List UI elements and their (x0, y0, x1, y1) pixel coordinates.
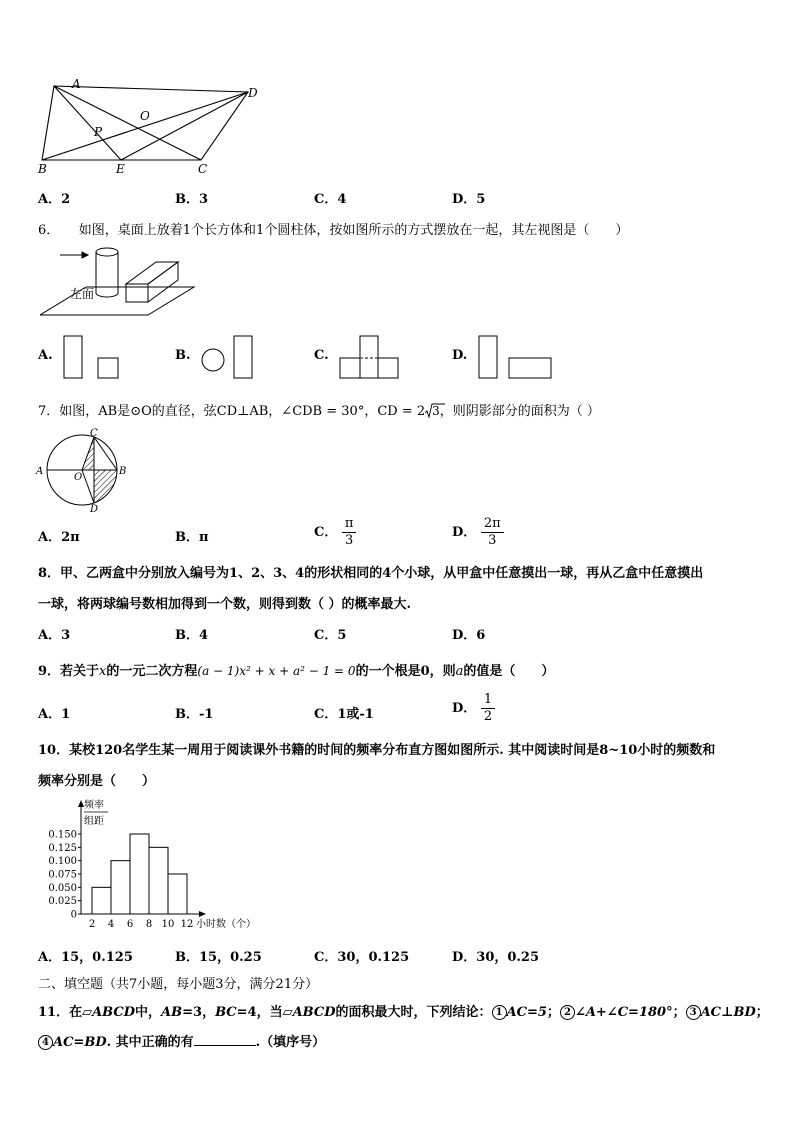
q11-c4: AC=BD (53, 1035, 107, 1050)
hist-x-tick-label-5: 12 (180, 919, 194, 930)
q8-stem-line1: 8．甲、乙两盒中分别放入编号为1、2、3、4的形状相同的4个小球，从甲盒中任意摸出一球，再从乙盒中任意摸出 (38, 566, 704, 581)
hist-y-tick-label-2: 0.050 (48, 882, 77, 894)
q6-option-a-letter[interactable]: A. (38, 348, 53, 363)
q9-option-d-fraction (481, 692, 495, 725)
q11-line1 (38, 1001, 769, 1020)
q5-label-d: D (248, 86, 258, 100)
q7-option-c-letter: C． (314, 525, 338, 540)
q7-option-b[interactable]: B．π (175, 530, 209, 545)
q6-option-c-letter[interactable]: C. (314, 348, 329, 363)
hist-x-arrow (199, 911, 206, 917)
q5-label-o: O (140, 109, 150, 123)
hist-x-tick-label-4: 10 (161, 919, 175, 930)
q6-stem: 6． 如图，桌面上放着1个长方体和1个圆柱体，按如图所示的方式摆放在一起，其左视图是（ ） (38, 223, 629, 238)
hist-bar-0 (92, 887, 111, 914)
q8-option-b[interactable]: B．4 (175, 628, 209, 643)
q11-l1a: 11．在▱ (38, 1005, 93, 1020)
q5-parallelogram-figure (34, 76, 264, 178)
hist-y-tick-label-4: 0.100 (48, 856, 77, 868)
q7-option-c-num: π (342, 516, 357, 533)
q10-option-b[interactable]: B．15，0.25 (175, 950, 262, 965)
hist-xlabel: 小时数（个） (196, 919, 256, 930)
q11-answer-blank[interactable] (194, 1033, 256, 1046)
q11-abcd1: ABCD (92, 1005, 136, 1020)
q7-circle-figure (34, 428, 130, 514)
q11-sep3: ； (755, 1005, 769, 1020)
q7-option-d[interactable] (452, 516, 504, 549)
q11-l1c: 的面积最大时，下列结论： (335, 1005, 492, 1020)
hist-y-tick-label-5: 0.125 (48, 842, 77, 854)
q6-option-a-figure[interactable] (62, 334, 122, 382)
q11-sep1: ； (546, 1005, 560, 1020)
q11-cond1: AB (161, 1005, 183, 1020)
hist-x-tick-label-3: 8 (145, 919, 153, 930)
q11-sep2: ； (672, 1005, 686, 1020)
q5-label-b: B (38, 162, 47, 176)
hist-y-tick-label-0: 0 (70, 909, 77, 921)
q7-stem-b: ，则阴影部分的面积为（ ） (439, 404, 600, 419)
q10-stem-line1: 10．某校120名学生某一周用于阅读课外书籍的时间的频率分布直方图如图所示. 其中阅读时间是8~10小时的频数和 (38, 743, 716, 758)
q7-option-c[interactable] (314, 516, 356, 549)
q11-circled-2: 2 (560, 1005, 575, 1020)
q7-label-d: D (90, 504, 99, 514)
q9-option-d-letter: D． (452, 701, 477, 716)
q10-option-d[interactable]: D．30，0.25 (452, 950, 540, 965)
q10-stem-line2: 频率分别是（ ） (38, 774, 156, 789)
q7-option-c-den: 3 (345, 533, 354, 548)
q11-abcd2: ABCD (292, 1005, 336, 1020)
q6-option-b-letter[interactable]: B. (175, 348, 191, 363)
section2-title: 二、填空题（共7小题，每小题3分，满分21分） (38, 977, 319, 992)
q7-option-a[interactable]: A．2π (38, 530, 80, 545)
hist-bar-3 (149, 847, 168, 914)
q5-option-c[interactable]: C．4 (314, 192, 347, 207)
q5-option-d[interactable]: D．5 (452, 192, 486, 207)
q11-c3: AC⊥BD (700, 1005, 756, 1020)
q7-label-c: C (90, 428, 98, 439)
hist-x-tick-label-0: 2 (88, 919, 96, 930)
q9-stem (38, 660, 554, 679)
q11-cond1v: =3， (182, 1005, 216, 1020)
q11-cond2v: =4，当▱ (236, 1005, 293, 1020)
q5-label-c: C (198, 162, 208, 176)
hist-x-tick-label-2: 6 (126, 919, 134, 930)
hist-ylabel-bottom: 组距 (84, 816, 104, 827)
q7-stem (38, 400, 600, 419)
hist-bar-2 (130, 834, 149, 914)
q9-var-a: a (455, 664, 464, 679)
q7-sqrt (425, 404, 440, 418)
q11-line2 (38, 1031, 325, 1050)
hist-ylabel-top: 频率 (84, 800, 104, 811)
q6-left-face-label: 左面 (70, 287, 95, 301)
q7-option-d-letter: D． (452, 525, 477, 540)
q8-option-c[interactable]: C．5 (314, 628, 347, 643)
q9-var-x: x (99, 664, 107, 679)
q7-stem-a: 7．如图，AB是⊙O的直径，弦CD⊥AB，∠CDB = 30°，CD = 2 (38, 404, 426, 419)
q11-cond2: BC (215, 1005, 237, 1020)
q10-option-c[interactable]: C．30，0.125 (314, 950, 410, 965)
q9-stem-b: 的一元二次方程 (106, 664, 198, 679)
q9-stem-d: 的值是（ ） (463, 664, 555, 679)
q9-option-d-den: 2 (483, 709, 493, 724)
q7-label-b: B (119, 466, 127, 477)
hist-x-tick-label-1: 4 (107, 919, 115, 930)
q6-option-d-figure[interactable] (477, 334, 557, 382)
q8-option-a[interactable]: A．3 (38, 628, 71, 643)
q9-option-b[interactable]: B．-1 (175, 707, 214, 722)
q11-circled-3: 3 (686, 1005, 701, 1020)
q7-label-o: O (74, 472, 83, 483)
q9-option-d[interactable] (452, 692, 495, 725)
q9-stem-a: 9．若关于 (38, 664, 100, 679)
hist-y-tick-label-6: 0.150 (48, 829, 77, 841)
q8-stem-line2: 一球，将两球编号数相加得到一个数，则得到数（ ）的概率最大. (38, 597, 412, 612)
q6-option-d-letter[interactable]: D. (452, 348, 468, 363)
q5-option-a[interactable]: A．2 (38, 192, 71, 207)
q9-equation: (a − 1)x² + x + a² − 1 = 0 (197, 664, 356, 678)
q5-label-a: A (72, 77, 81, 91)
q6-solids-figure (40, 244, 200, 320)
q7-option-c-fraction (342, 516, 357, 549)
hist-bar-4 (168, 874, 187, 914)
q7-label-a: A (36, 466, 44, 477)
q10-option-a[interactable]: A．15，0.125 (38, 950, 133, 965)
q7-sqrt-arg: 3 (432, 404, 440, 418)
q9-stem-c: 的一个根是0，则 (355, 664, 456, 679)
q11-l2b: . 其中正确的有 (106, 1035, 194, 1050)
q11-c1: AC=5 (506, 1005, 547, 1020)
q11-circled-4: 4 (38, 1035, 53, 1050)
q10-histogram (40, 798, 270, 934)
q5-label-e: E (116, 162, 125, 176)
q11-c2: ∠A+∠C=180° (574, 1005, 673, 1020)
q9-option-d-num: 1 (481, 692, 495, 709)
q5-option-b[interactable]: B．3 (175, 192, 209, 207)
hist-bar-1 (111, 861, 130, 914)
q7-option-d-num: 2π (481, 516, 504, 533)
q6-option-b-figure[interactable] (200, 334, 260, 382)
q7-option-d-fraction (481, 516, 504, 549)
q8-option-d[interactable]: D．6 (452, 628, 486, 643)
q11-circled-1: 1 (492, 1005, 507, 1020)
q5-label-p: P (94, 125, 103, 139)
hist-y-tick-label-3: 0.075 (48, 869, 77, 881)
hist-y-tick-label-1: 0.025 (48, 896, 77, 908)
q6-option-c-figure[interactable] (338, 334, 402, 382)
q9-option-a[interactable]: A．1 (38, 707, 71, 722)
q7-option-d-den: 3 (488, 533, 497, 548)
q9-option-c[interactable]: C．1或-1 (314, 707, 374, 722)
q11-l1b: 中， (135, 1005, 162, 1020)
q11-l2c: .（填序号） (255, 1035, 326, 1050)
